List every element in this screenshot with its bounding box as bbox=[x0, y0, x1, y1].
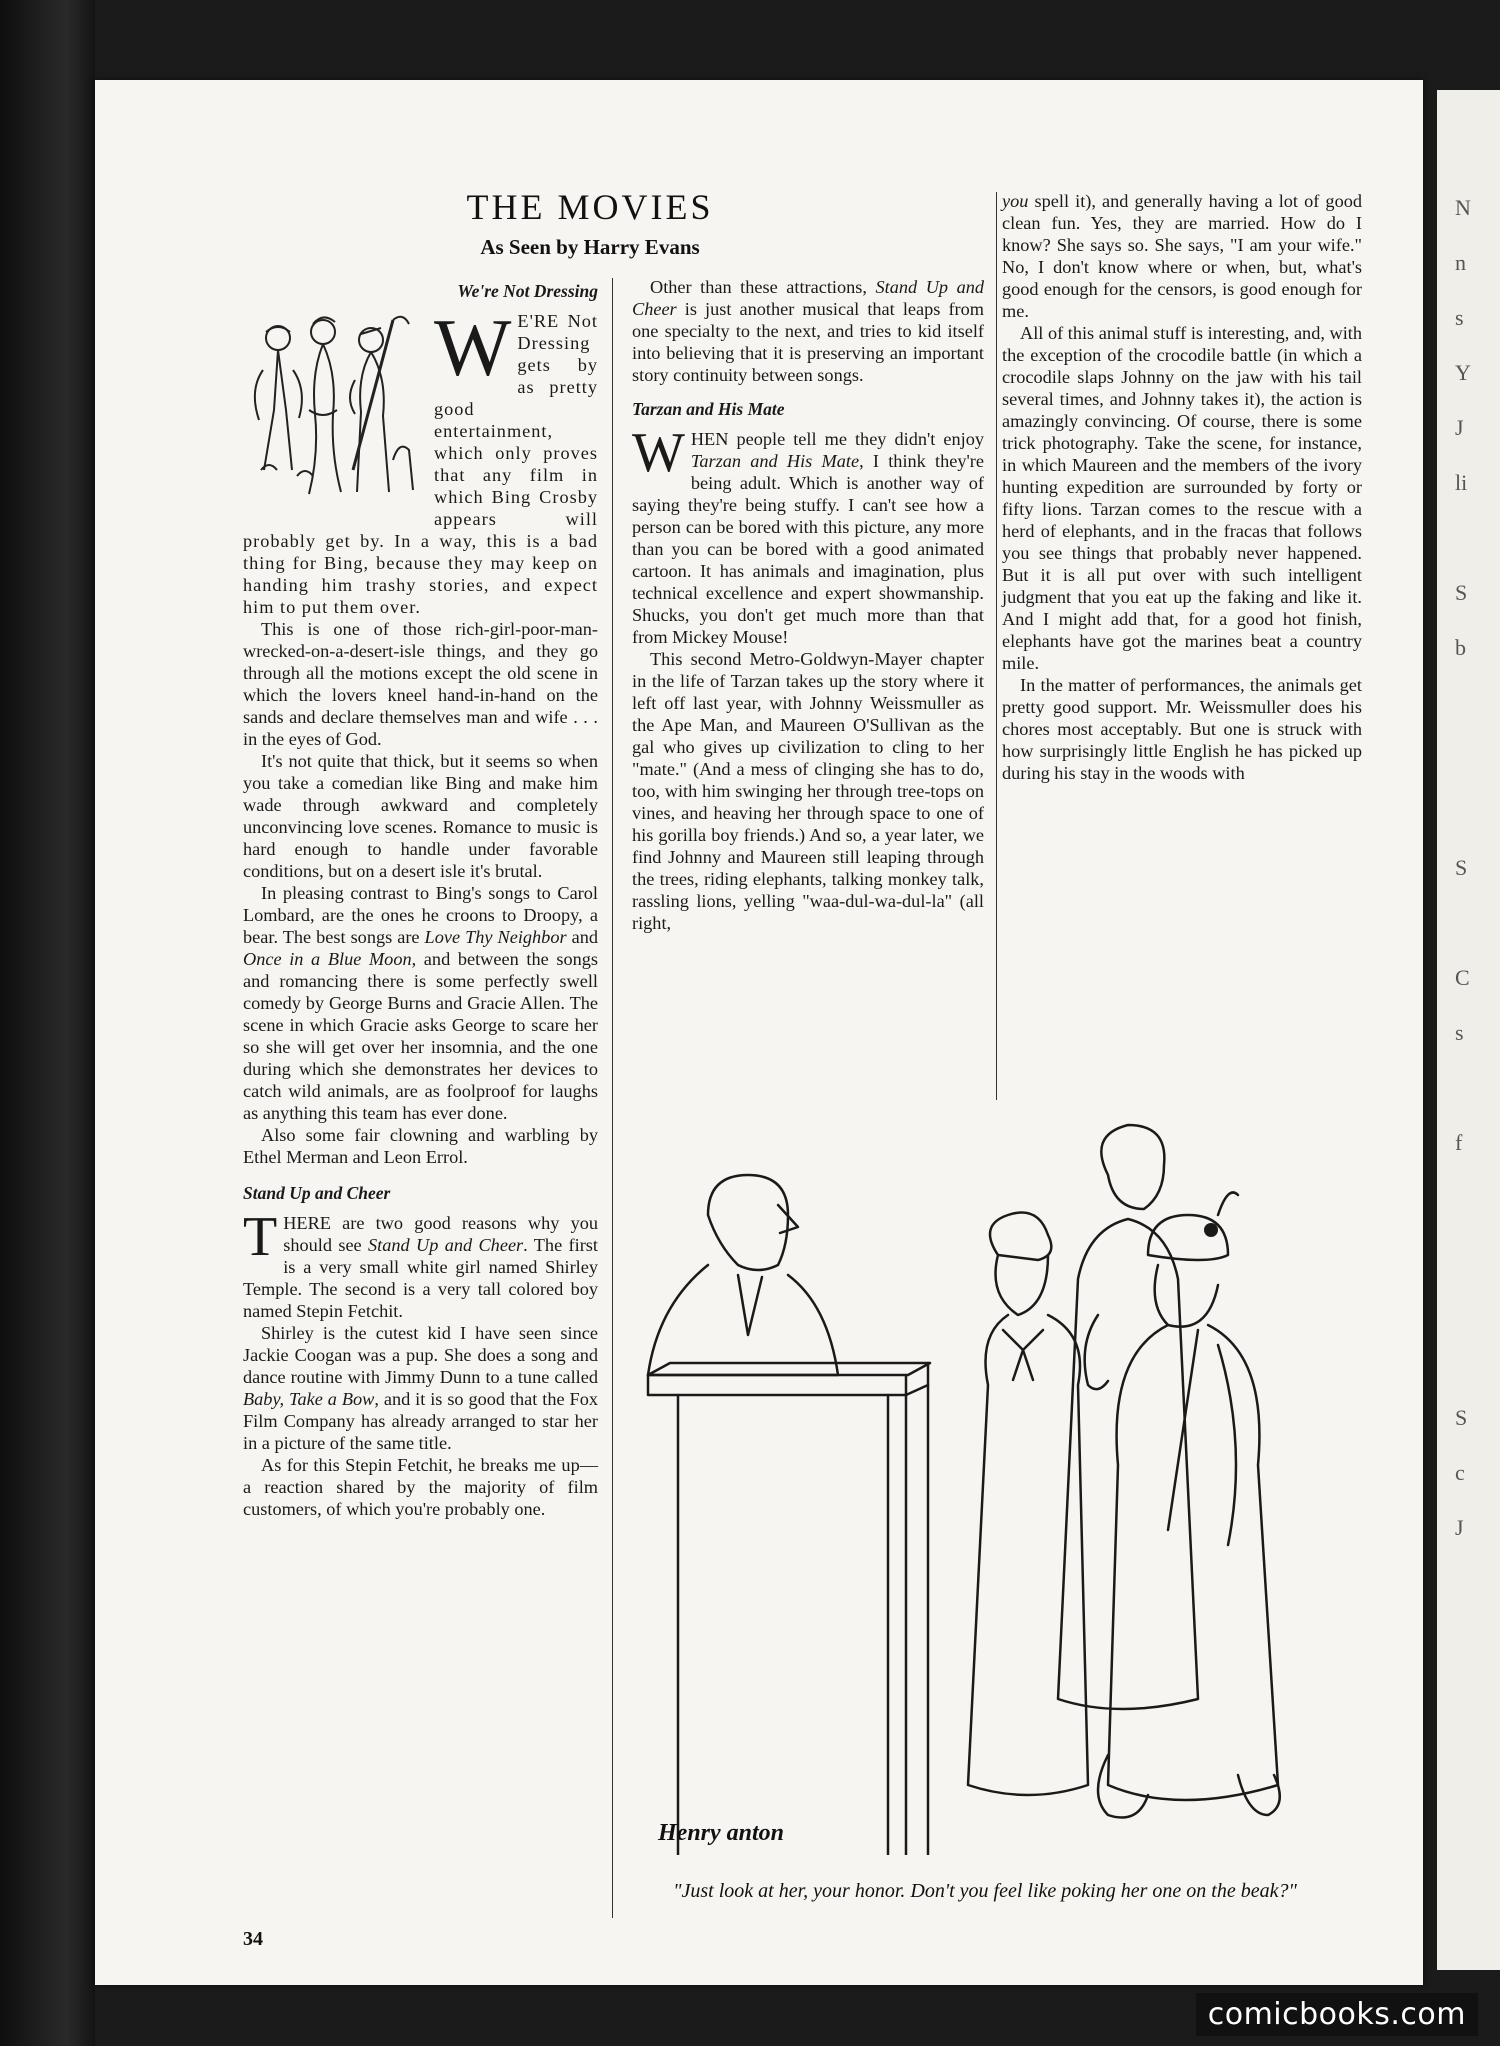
film-title-tarzan: Tarzan and His Mate bbox=[690, 451, 860, 471]
song-title-baby: Baby, Take a Bow bbox=[243, 1389, 375, 1409]
dropcap-w-tarzan: W bbox=[632, 422, 685, 484]
column-rule-2 bbox=[996, 192, 997, 1100]
paragraph-tarzan-3: All of this animal stuff is interesting, and, with the exception of the crocodile battle (in which a crocodile slaps Johnny on the jaw with his tail several times, and Johnny takes it), the action is amazingly convincing. Of course, there is some trick photography. Take the scene, for instance, in which Maureen and the members of the ivory hunting expedition are surrounded by forty or fifty lions. Tarzan comes to the rescue with a herd of elephants, and in the fracas that follows you see things that probably never happened. But it is all put over with such intelligent judgment that you eat up the faking and like it. And I might add that, for a good hot finish, elephants have got the marines beat a country mile. bbox=[1002, 323, 1362, 673]
courtroom-cartoon-drawing bbox=[638, 1115, 1363, 1855]
article-title: THE MOVIES bbox=[466, 187, 714, 227]
artist-signature: Henry anton bbox=[658, 1820, 785, 1846]
paragraph-dressing-4: In pleasing contrast to Bing's songs to Carol Lombard, are the ones he croons to Droopy, a bear. The best songs are Love Thy Neighbor and Once in a Blue Moon, and between the songs and romancing there is some perfectly swell comedy by George Burns and Gracie Allen. The scene in which Gracie asks George to scare her so she will get over her insomnia, and the one during which she demonstrates her devices to catch wild animals, are as foolproof for laughs as anything this team has ever done. bbox=[243, 883, 598, 1123]
cartoon-caption: "Just look at her, your honor. Don't you feel like poking her one on the beak?" bbox=[673, 1880, 1297, 1902]
paragraph-cheer-2: Shirley is the cutest kid I have seen since Jackie Coogan was a pup. She does a song and dance routine with Jimmy Dunn to a tune called Baby, Take a Bow, and it is so good that the Fox Film Company has already arranged to star her in a picture of the same title. bbox=[243, 1323, 598, 1453]
column-2 bbox=[632, 276, 984, 934]
dropcap-w: W bbox=[434, 302, 512, 393]
paragraph-dressing-2: This is one of those rich-girl-poor-man-wrecked-on-a-desert-isle things, and they go through all the motions except the old scene in which the lovers kneel hand-in-hand on the sands and declare themselves man and wife . . . in the eyes of God. bbox=[243, 619, 598, 749]
paragraph-dressing-3: It's not quite that thick, but it seems so when you take a comedian like Bing and make him wade through awkward and completely unconvincing love scenes. Romance to music is hard enough to handle under favorable conditions, but on a desert isle it's brutal. bbox=[243, 751, 598, 881]
paragraph-dressing-1: E'RE Not Dressing gets by as pretty good entertainment, which only proves that any film in which Bing Crosby appears will probably get by. In a way, this is a bad thing for Bing, because they may keep on handing him trashy stories, and expect him to put them over. bbox=[243, 311, 598, 617]
page-number: 34 bbox=[243, 1928, 263, 1950]
emphasis-you: you bbox=[1002, 191, 1029, 211]
paragraph-cheer-4: Other than these attractions, Stand Up and Cheer is just another musical that leaps from one specialty to the next, and tries to kid itself into believing that it is preserving an important story continuity between songs. bbox=[632, 277, 985, 385]
site-watermark: comicbooks.com bbox=[1196, 1993, 1478, 2036]
adjacent-page-edge bbox=[1437, 90, 1500, 1970]
film-title-cheer-2: Stand Up and Cheer bbox=[632, 277, 985, 319]
column-rule-1 bbox=[612, 278, 613, 1918]
adjacent-page-text: N n s Y J li S b S C s f S c J bbox=[1455, 195, 1471, 1540]
section-heading-tarzan: Tarzan and His Mate bbox=[632, 399, 785, 419]
paragraph-dressing-5: Also some fair clowning and warbling by Ethel Merman and Leon Errol. bbox=[243, 1125, 598, 1167]
cast-sketch-illustration bbox=[243, 310, 428, 510]
column-1 bbox=[243, 276, 598, 1520]
paragraph-tarzan-4: In the matter of performances, the animals get pretty good support. Mr. Weissmuller does his chores most acceptably. But one is struck with how surprisingly little English he has picked up during his stay in the woods with bbox=[1002, 675, 1362, 783]
cast-sketch-drawing bbox=[243, 310, 428, 510]
paragraph-cheer-1: THERE are two good reasons why you should see Stand Up and Cheer. The first is a very small white girl named Shirley Temple. The second is a very tall colored boy named Stepin Fetchit. bbox=[243, 1206, 598, 1321]
song-title-2: Once in a Blue Moon bbox=[243, 949, 412, 969]
section-heading-cheer: Stand Up and Cheer bbox=[243, 1183, 391, 1203]
article-byline: As Seen by Harry Evans bbox=[480, 235, 700, 259]
film-title-cheer: Stand Up and Cheer bbox=[368, 1235, 524, 1255]
song-title-1: Love Thy Neighbor bbox=[424, 927, 567, 947]
cartoon-illustration bbox=[638, 1115, 1363, 1855]
paragraph-tarzan-1: WHEN people tell me they didn't enjoy Tarzan and His Mate, I think they're being adult. Which is another way of saying they're being stuffy. I can't see how a person can be bored with this picture, any more than you can be bored with a good animated cartoon. It has animals and imagination, plus technical excellence and expert showmanship. Shucks, you don't get much more than that from Mickey Mouse! bbox=[632, 422, 985, 647]
paragraph-cheer-3: As for this Stepin Fetchit, he breaks me up—a reaction shared by the majority of film customers, of which you're probably one. bbox=[243, 1455, 598, 1519]
dropcap-t: T bbox=[243, 1206, 278, 1268]
paragraph-tarzan-2-cont: you spell it), and generally having a lot of good clean fun. Yes, they are married. How do I know? She says so. She says, "I am your wife." No, I don't know where or when, but, what's good enough for the censors, is good enough for me. bbox=[1002, 191, 1362, 321]
paragraph-tarzan-2: This second Metro-Goldwyn-Mayer chapter in the life of Tarzan takes up the story where it left off last year, with Johnny Weissmuller as the Ape Man, and Maureen O'Sullivan as the gal who gives up civilization to cling to her "mate." (And a mess of clinging she has to do, too, with him swinging her through tree-tops on vines, and heaving her through space to one of his gorilla boy friends.) And so, a year later, we find Johnny and Maureen still leaping through the trees, riding elephants, talking monkey talk, rassling lions, yelling "waa-dul-wa-dul-la" (all right, bbox=[632, 649, 984, 933]
scan-background-left bbox=[0, 0, 95, 2046]
column-3 bbox=[1002, 190, 1362, 784]
section-heading-dressing: We're Not Dressing bbox=[457, 281, 598, 301]
